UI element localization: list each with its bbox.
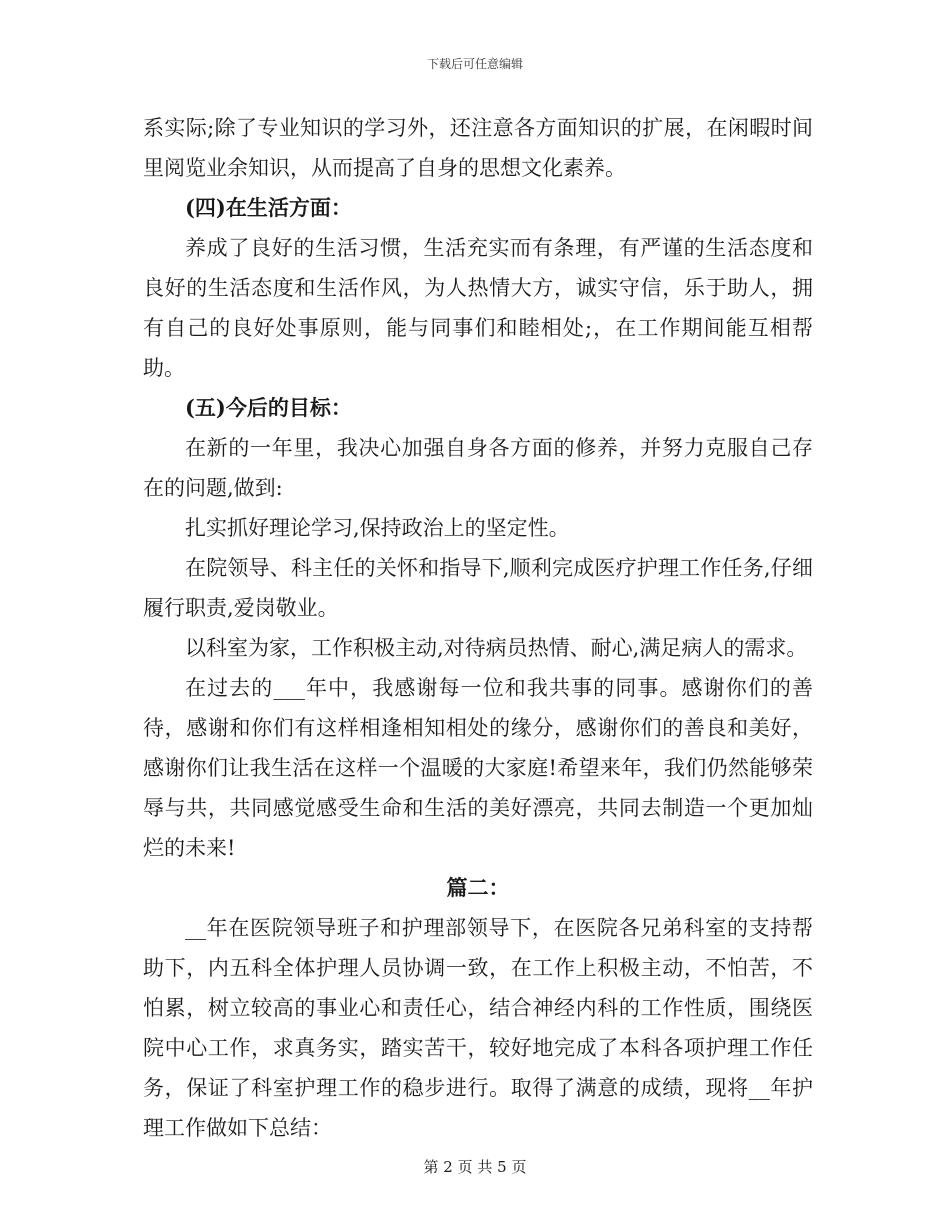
paragraph: 养成了良好的生活习惯，生活充实而有条理，有严谨的生活态度和良好的生活态度和生活作风，为人热情大方，诚实守信，乐于助人，拥有自己的良好处事原则，能与同事们和睦相处;，在工作期间能互相帮助。 [143,236,813,380]
paragraph: __年在医院领导班子和护理部领导下，在医院各兄弟科室的支持帮助下，内五科全体护理人员协调一致，在工作上积极主动，不怕苦，不怕累，树立较高的事业心和责任心，结合神经内科的工作性质，围绕医院中心工作，求真务实，踏实苦干，较好地完成了本科各项护理工作任务，保证了科室护理工作的稳步进行。取得了满意的成绩，现将__年护理工作做如下总结： [143,916,813,1140]
section-heading-goals: (五)今后的目标： [185,395,352,420]
paragraph: 在过去的___年中，我感谢每一位和我共事的同事。感谢你们的善待，感谢和你们有这样相逢相知相处的缘分，感谢你们的善良和美好，感谢你们让我生活在这样一个温暖的大家庭!希望来年，我们仍然能够荣辱与共，共同感觉感受生命和生活的美好漂亮，共同去制造一个更加灿烂的未来! [143,676,813,860]
paragraph: 系实际;除了专业知识的学习外，还注意各方面知识的扩展，在闲暇时间里阅览业余知识，从而提高了自身的思想文化素养。 [143,116,813,180]
paragraph: 扎实抓好理论学习,保持政治上的坚定性。 [185,516,570,540]
paragraph: 在新的一年里，我决心加强自身各方面的修养，并努力克服自己存在的问题,做到: [143,436,813,500]
document-body [143,108,813,1148]
page-number: 第 2 页 共 5 页 [423,1158,527,1176]
part-title: 篇二： [446,875,510,900]
paragraph: 在院领导、科主任的关怀和指导下,顺利完成医疗护理工作任务,仔细履行职责,爱岗敬业。 [143,556,813,620]
section-heading-life: (四)在生活方面： [185,195,352,220]
paragraph: 以科室为家，工作积极主动,对待病员热情、耐心,满足病人的需求。 [185,636,808,660]
page-header: 下载后可任意编辑 [426,57,523,71]
